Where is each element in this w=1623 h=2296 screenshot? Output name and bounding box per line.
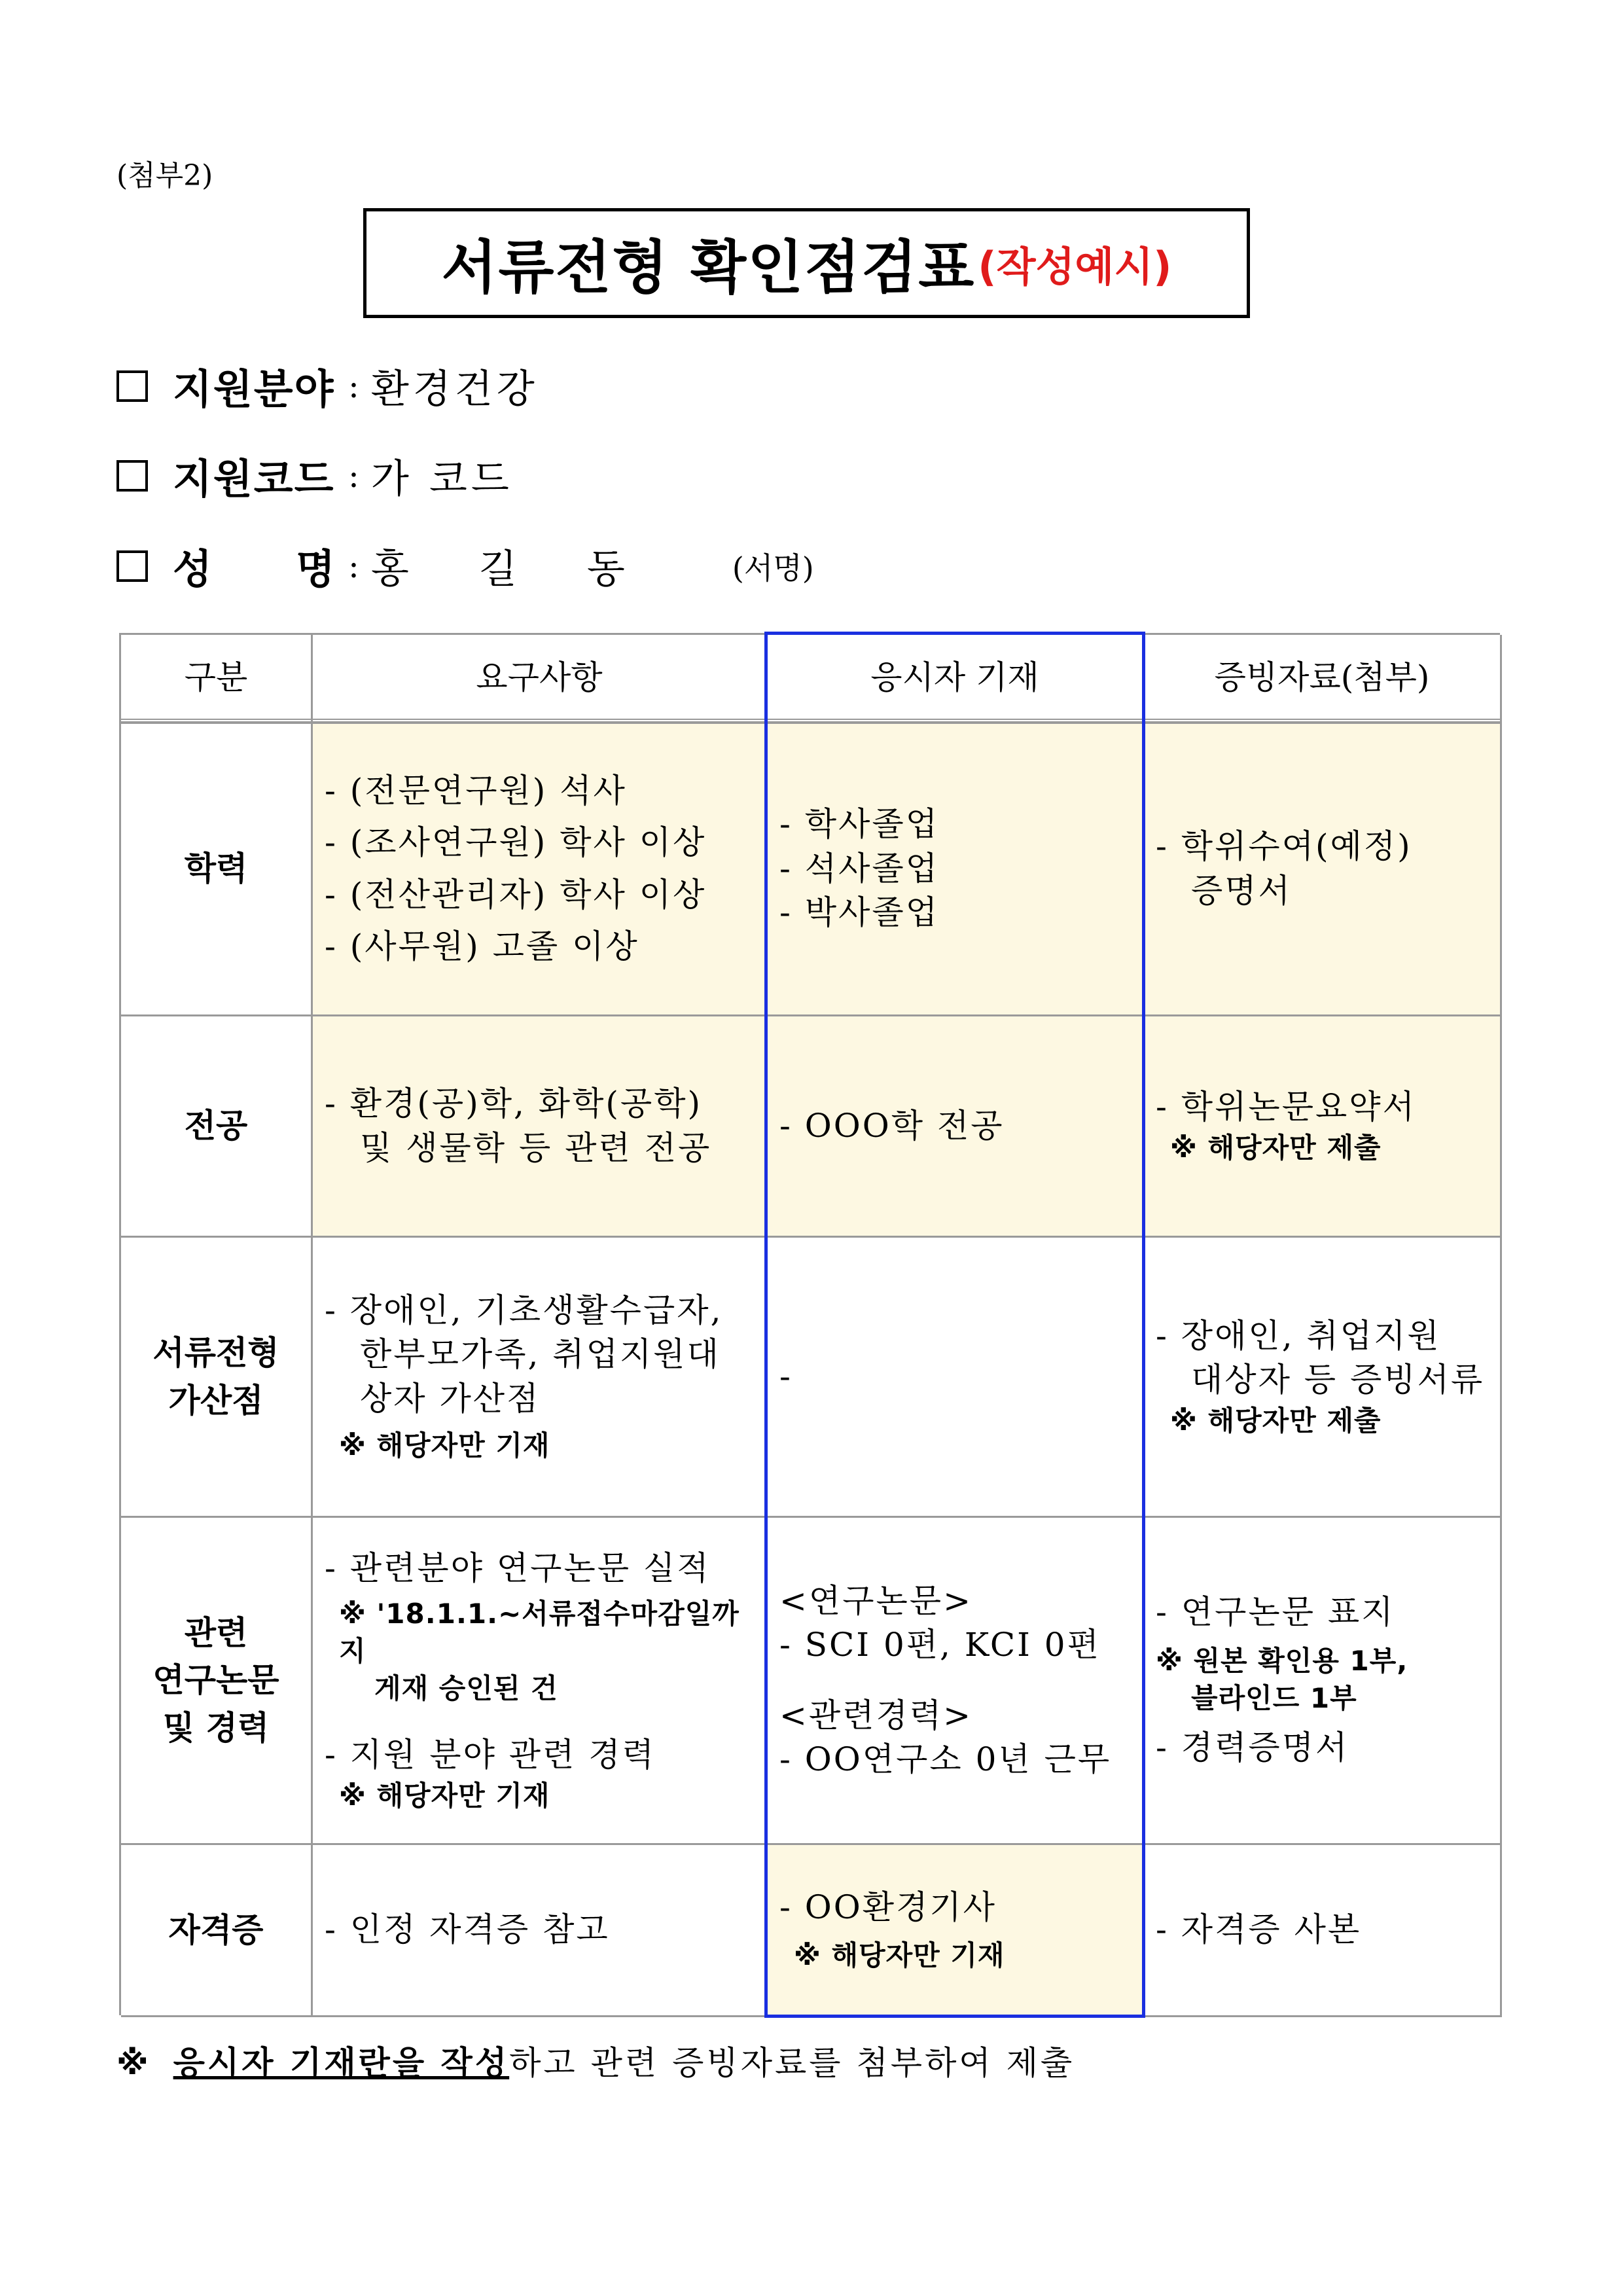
applicant-education bbox=[768, 723, 1144, 1016]
evidence-item: - 학위수여(예정) bbox=[1156, 827, 1412, 865]
requirement-note: ※ 해당자만 기재 bbox=[339, 1429, 550, 1462]
evidence-bonus-points bbox=[1144, 1238, 1502, 1518]
header-applicant bbox=[768, 635, 1144, 723]
applicant-research-career bbox=[768, 1518, 1144, 1845]
applicant-certificate bbox=[768, 1845, 1144, 2017]
spacer bbox=[779, 1668, 1111, 1694]
evidence-item: 대상자 등 증빙서류 bbox=[1191, 1361, 1485, 1399]
requirement-item: 한부모가족, 취업지원대 bbox=[360, 1335, 721, 1374]
category-certificate bbox=[121, 1845, 313, 2017]
applicant-bonus-points bbox=[768, 1238, 1144, 1518]
field-label-char: 명 bbox=[296, 545, 336, 593]
field-application-code bbox=[116, 446, 513, 505]
evidence-item: - 자격증 사본 bbox=[1156, 1910, 1362, 1949]
requirements-education bbox=[313, 723, 768, 1016]
evidence-item: - 학위논문요약서 bbox=[1156, 1088, 1416, 1126]
header-requirements bbox=[313, 635, 768, 723]
applicant-item: - 석사졸업 bbox=[779, 849, 939, 888]
footer-text: 하고 관련 증빙자료를 첨부하여 제출 bbox=[509, 2044, 1075, 2082]
field-value: 가 코드 bbox=[370, 456, 513, 502]
applicant-item: - 학사졸업 bbox=[779, 805, 939, 844]
evidence-item: - 경력증명서 bbox=[1156, 1729, 1349, 1767]
category-label: 전공 bbox=[184, 1107, 248, 1145]
requirement-note: ※ '18.1.1.~서류접수마감일까지 bbox=[339, 1598, 740, 1667]
spacer bbox=[325, 1707, 759, 1733]
checkbox-icon bbox=[116, 550, 148, 582]
header-category-label: 구분 bbox=[184, 658, 248, 697]
requirement-item: - (전문연구원) 석사 bbox=[325, 771, 627, 810]
field-label bbox=[173, 537, 336, 595]
requirement-item: - 장애인, 기초생활수급자, bbox=[325, 1291, 723, 1329]
footer-emphasis: 응시자 기재란을 작성 bbox=[173, 2044, 510, 2082]
colon: : bbox=[348, 367, 359, 405]
evidence-certificate bbox=[1144, 1845, 1502, 2017]
requirements-bonus-points bbox=[313, 1238, 768, 1518]
document-title-box bbox=[363, 208, 1250, 318]
category-label: 연구논문 bbox=[152, 1661, 279, 1700]
requirement-item: - (전산관리자) 학사 이상 bbox=[325, 875, 707, 914]
checkbox-icon bbox=[116, 370, 148, 402]
applicant-item: - bbox=[779, 1357, 793, 1395]
requirements-certificate bbox=[313, 1845, 768, 2017]
table-grid bbox=[119, 633, 1500, 2015]
field-value: 홍 길 동 bbox=[370, 546, 654, 592]
field-label: 지원코드 bbox=[173, 455, 335, 503]
field-name bbox=[116, 537, 814, 595]
colon: : bbox=[348, 456, 359, 495]
evidence-item: 증명서 bbox=[1191, 871, 1292, 910]
category-research-career bbox=[121, 1518, 313, 1845]
header-evidence bbox=[1144, 635, 1502, 723]
applicant-major bbox=[768, 1016, 1144, 1238]
evidence-item: - 연구논문 표지 bbox=[1156, 1593, 1395, 1632]
requirement-item: - (사무원) 고졸 이상 bbox=[325, 927, 639, 965]
field-label-char: 성 bbox=[173, 545, 213, 593]
field-value: 환경건강 bbox=[370, 366, 539, 412]
category-major bbox=[121, 1016, 313, 1238]
applicant-item: - SCI 0편, KCI 0편 bbox=[779, 1626, 1101, 1664]
attachment-label: (첨부2) bbox=[116, 159, 213, 192]
evidence-note: 블라인드 1부 bbox=[1191, 1681, 1357, 1714]
requirement-item: 상자 가산점 bbox=[360, 1379, 541, 1418]
category-label: 및 경력 bbox=[162, 1708, 270, 1747]
category-label: 자격증 bbox=[168, 1910, 264, 1949]
requirement-item: - (조사연구원) 학사 이상 bbox=[325, 823, 707, 861]
checklist-table bbox=[119, 633, 1500, 2015]
evidence-item: - 장애인, 취업지원 bbox=[1156, 1316, 1441, 1355]
field-application-area bbox=[116, 357, 539, 415]
applicant-item: - OOO학 전공 bbox=[779, 1106, 1005, 1145]
footer-instruction bbox=[116, 2037, 1075, 2084]
applicant-item: <관련경력> bbox=[779, 1696, 972, 1734]
requirement-item: - 관련분야 연구논문 실적 bbox=[325, 1549, 711, 1587]
category-label: 관련 bbox=[184, 1613, 248, 1652]
header-category bbox=[121, 635, 313, 723]
checkbox-icon bbox=[116, 460, 148, 492]
requirement-note: 게재 승인된 건 bbox=[374, 1672, 558, 1704]
header-applicant-label: 응시자 기재 bbox=[870, 658, 1039, 697]
document-title: 서류전형 확인점검표 bbox=[441, 234, 976, 301]
reference-mark: ※ bbox=[116, 2044, 151, 2082]
category-label: 학력 bbox=[184, 850, 248, 888]
header-double-rule bbox=[119, 719, 1500, 724]
category-education bbox=[121, 723, 313, 1016]
signature-label: (서명) bbox=[732, 550, 814, 586]
evidence-major bbox=[1144, 1016, 1502, 1238]
requirement-item: - 환경(공)학, 화학(공학) bbox=[325, 1085, 703, 1122]
requirement-item: - 인정 자격증 참고 bbox=[325, 1910, 610, 1949]
evidence-note: ※ 원본 확인용 1부, bbox=[1156, 1644, 1408, 1677]
requirement-item: - 지원 분야 관련 경력 bbox=[325, 1736, 656, 1774]
requirement-item: 및 생물학 등 관련 전공 bbox=[360, 1128, 712, 1167]
category-label: 서류전형 bbox=[152, 1334, 279, 1372]
applicant-item: <연구논문> bbox=[779, 1581, 972, 1620]
category-bonus-points bbox=[121, 1238, 313, 1518]
applicant-item: - OO연구소 0년 근무 bbox=[779, 1740, 1112, 1778]
applicant-item: - 박사졸업 bbox=[779, 893, 939, 932]
applicant-item: - OO환경기사 bbox=[779, 1888, 997, 1926]
colon: : bbox=[348, 547, 359, 585]
evidence-note: ※ 해당자만 제출 bbox=[1170, 1131, 1382, 1164]
header-requirements-label: 요구사항 bbox=[476, 658, 603, 697]
field-label: 지원분야 bbox=[173, 365, 335, 413]
document-title-example-tag: (작성예시) bbox=[978, 242, 1172, 291]
header-evidence-label: 증빙자료(첨부) bbox=[1214, 658, 1430, 697]
evidence-research-career bbox=[1144, 1518, 1502, 1845]
evidence-education bbox=[1144, 723, 1502, 1016]
requirements-research-career bbox=[313, 1518, 768, 1845]
requirement-note: ※ 해당자만 기재 bbox=[339, 1779, 550, 1812]
category-label: 가산점 bbox=[168, 1381, 264, 1420]
requirements-major bbox=[313, 1016, 768, 1238]
evidence-note: ※ 해당자만 제출 bbox=[1170, 1404, 1382, 1437]
applicant-note: ※ 해당자만 기재 bbox=[794, 1939, 1005, 1972]
